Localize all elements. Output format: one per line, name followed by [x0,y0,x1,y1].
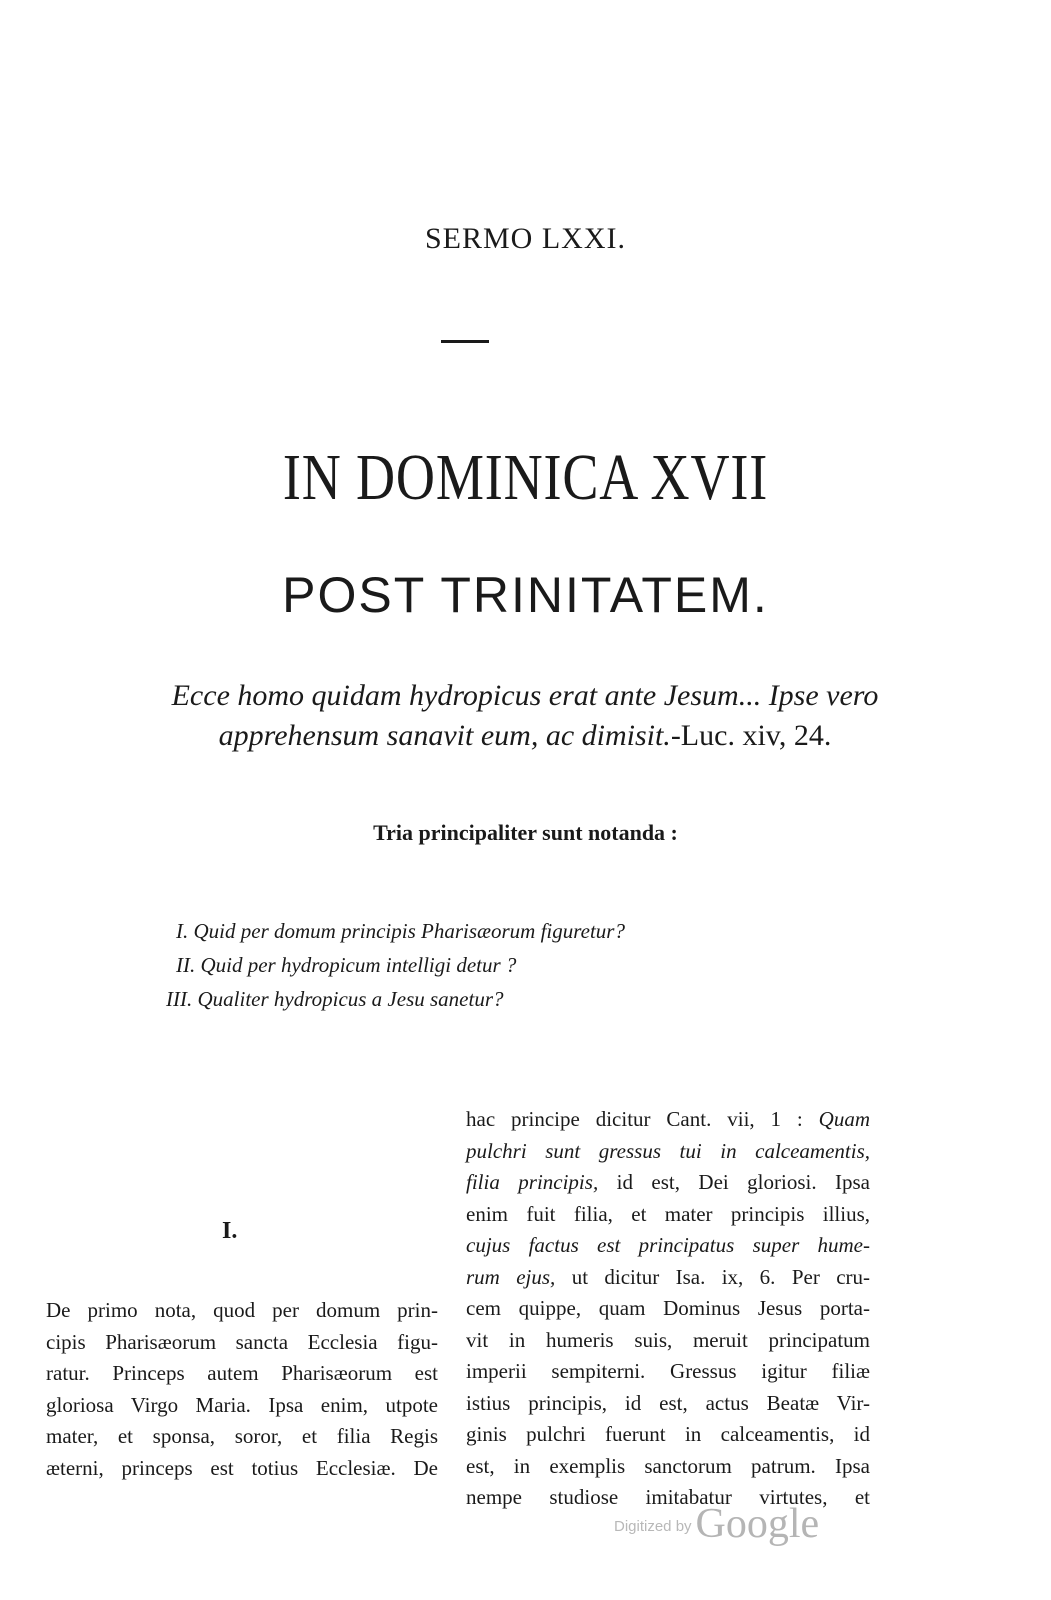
epigraph-reference: -Luc. xiv, 24. [670,719,832,752]
right-line: cem quippe, quam Dominus Jesus porta- [466,1296,870,1320]
right-line: istius principis, id est, actus Beatæ Vir- [466,1390,870,1415]
left-line: cipis Pharisæorum sancta Ecclesia figu- [46,1329,438,1354]
right-line [466,1167,870,1199]
intro-text: Tria principaliter sunt notanda : [373,820,678,845]
epigraph-quote: apprehensum sanavit eum, ac dimisit. [218,719,671,752]
question-2: II. Quid per hydropicum intelligi detur ? [176,953,517,977]
title-line-2: POST TRINITATEM. [282,567,769,623]
digitized-by-text: Digitized by [614,1518,692,1535]
google-logo: Google [695,1501,820,1547]
right-line: cujus factus est principatus super hume- [466,1233,870,1257]
epigraph-line-1: Ecce homo quidam hydropicus erat ante Jesum... Ipse vero [171,679,879,712]
right-line: est, in exemplis sanctorum patrum. Ipsa [466,1453,870,1478]
right-column [466,1104,870,1514]
epigraph [30,676,1020,756]
right-line: enim fuit filia, et mater principis illius, [466,1201,870,1226]
question-1: I. Quid per domum principis Pharisæorum figuretur? [176,919,625,943]
left-line: æterni, princeps est totius Ecclesiæ. De [46,1455,438,1480]
left-line: gloriosa Virgo Maria. Ipsa enim, utpote [46,1392,438,1417]
title-line-1: IN DOMINICA XVII [282,441,769,514]
digitized-watermark [614,1500,819,1548]
right-line: ginis pulchri fuerunt in calceamentis, id [466,1422,870,1446]
right-text: hac principe dicitur Cant. vii, 1 : [466,1107,803,1131]
right-line [466,1104,870,1136]
right-line: vit in humeris suis, meruit principatum [466,1327,870,1352]
right-line [466,1262,870,1294]
question-3: III. Qualiter hydropicus a Jesu sanetur? [166,987,504,1011]
epigraph-line-2 [30,716,1020,756]
right-line: pulchri sunt gressus tui in calceamentis, [466,1138,870,1163]
right-quote: filia principis, [466,1170,599,1194]
right-quote: Quam [818,1107,870,1131]
right-text: id est, Dei gloriosi. Ipsa [616,1170,871,1194]
left-line: ratur. Princeps autem Pharisæorum est [46,1361,438,1385]
right-quote: rum ejus, [466,1264,556,1289]
right-line: imperii sempiterni. Gressus igitur filiæ [466,1359,870,1383]
right-line: nempe studiose imitabatur virtutes, et [466,1485,870,1509]
left-column [46,1295,438,1484]
sermon-number-heading: SERMO LXXI. [424,222,626,255]
right-text: ut dicitur Isa. ix, 6. Per cru- [571,1264,870,1289]
heading-rule [441,340,489,343]
left-line: De primo nota, quod per domum prin- [46,1298,438,1322]
section-number: I. [222,1218,238,1244]
left-line: mater, et sponsa, soror, et filia Regis [46,1424,438,1448]
